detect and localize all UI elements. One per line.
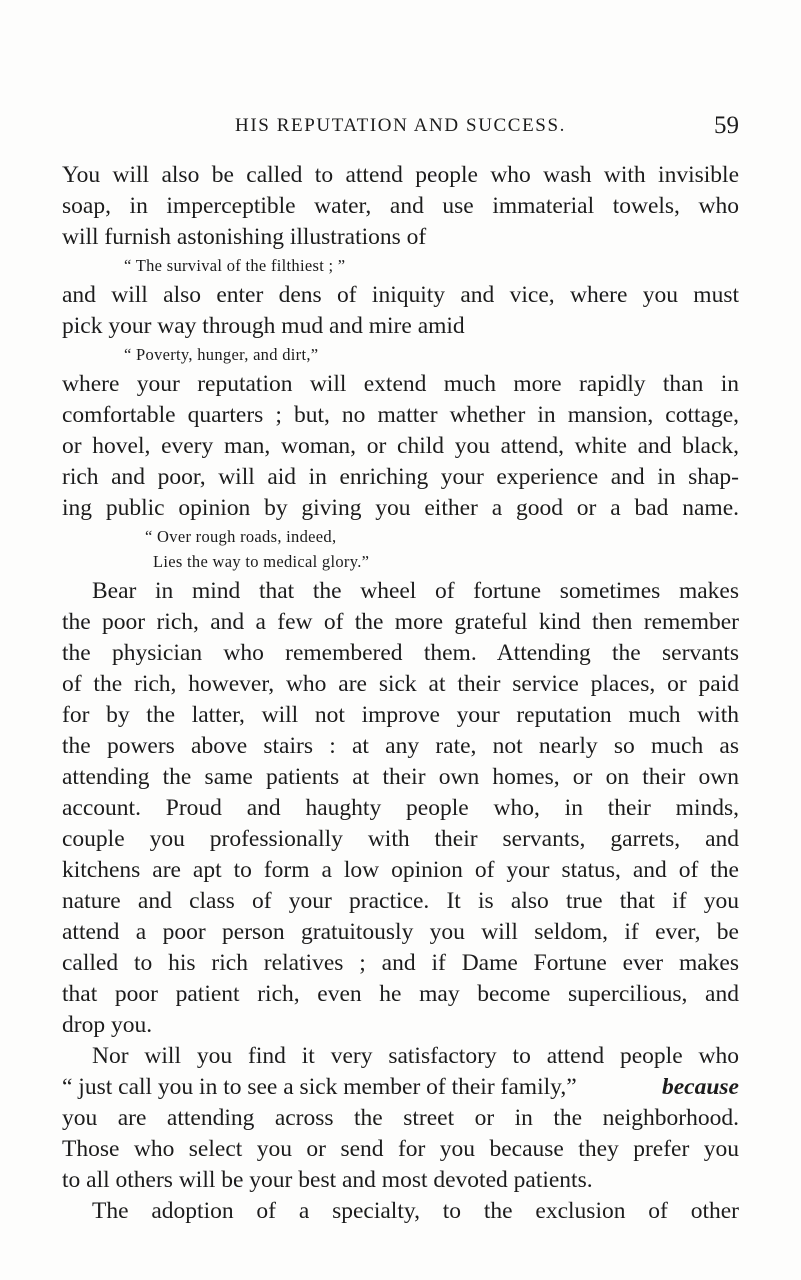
text-line: comfortable quarters ; but, no matter whether in mansion, cottage, [62,402,739,428]
text-line: for by the latter, will not improve your reputation much with [62,702,739,728]
quotation-line: “ Poverty, hunger, and dirt,” [124,345,319,364]
text-line: You will also be called to attend people who wash with invisible [62,162,739,188]
text-line: kitchens are apt to form a low opinion of your status, and of the [62,857,739,883]
text-line: will furnish astonishing illustrations of [62,224,427,250]
text-line: pick your way through mud and mire amid [62,313,465,339]
text-line: drop you. [62,1012,153,1038]
text-line: couple you professionally with their servants, garrets, and [62,826,739,852]
text-line: where your reputation will extend much more rapidly than in [62,371,739,397]
text-line: called to his rich relatives ; and if Dame Fortune ever makes [62,950,739,976]
text-line: of the rich, however, who are sick at their service places, or paid [62,671,739,697]
text-line: account. Proud and haughty people who, in their minds, [62,795,739,821]
text-line: soap, in imperceptible water, and use immaterial towels, who [62,193,739,219]
quotation-line: “ The survival of the filthiest ; ” [124,256,346,275]
quotation-line: Lies the way to medical glory.” [153,552,370,571]
text-line: the poor rich, and a few of the more grateful kind then remember [62,609,739,635]
body-text [62,160,739,1227]
text-line: the physician who remembered them. Attending the servants [62,640,739,666]
paragraph-start: Nor will you find it very satisfactory to attend people who [92,1043,739,1069]
running-title: HIS REPUTATION AND SUCCESS. [235,115,566,136]
text-line: or hovel, every man, woman, or child you attend, white and black, [62,433,739,459]
text-line: Those who select you or send for you because they prefer you [62,1136,739,1162]
text-line: that poor patient rich, even he may become supercilious, and [62,981,739,1007]
text-line: rich and poor, will aid in enriching your experience and in shap- [62,464,739,490]
text-line: attend a poor person gratuitously you will seldom, if ever, be [62,919,739,945]
text-line: to all others will be your best and most devoted patients. [62,1167,593,1193]
page-number: 59 [714,112,739,139]
paragraph-start: Bear in mind that the wheel of fortune sometimes makes [92,578,739,604]
text-line: nature and class of your practice. It is also true that if you [62,888,739,914]
text-line: you are attending across the street or in the neighborhood. [62,1105,739,1131]
text-line: the powers above stairs : at any rate, not nearly so much as [62,733,739,759]
emphasis: because [661,1074,739,1100]
text-line: ing public opinion by giving you either a good or a bad name. [62,495,739,521]
paragraph-start: The adoption of a specialty, to the exclusion of other [92,1198,739,1224]
text-line: and will also enter dens of iniquity and vice, where you must [62,282,739,308]
running-head [62,112,739,142]
quotation-line: “ Over rough roads, indeed, [145,527,337,546]
text-segment: “ just call you in to see a sick member of their family,” [62,1074,577,1100]
text-line [62,1072,739,1103]
text-line: attending the same patients at their own homes, or on their own [62,764,739,790]
